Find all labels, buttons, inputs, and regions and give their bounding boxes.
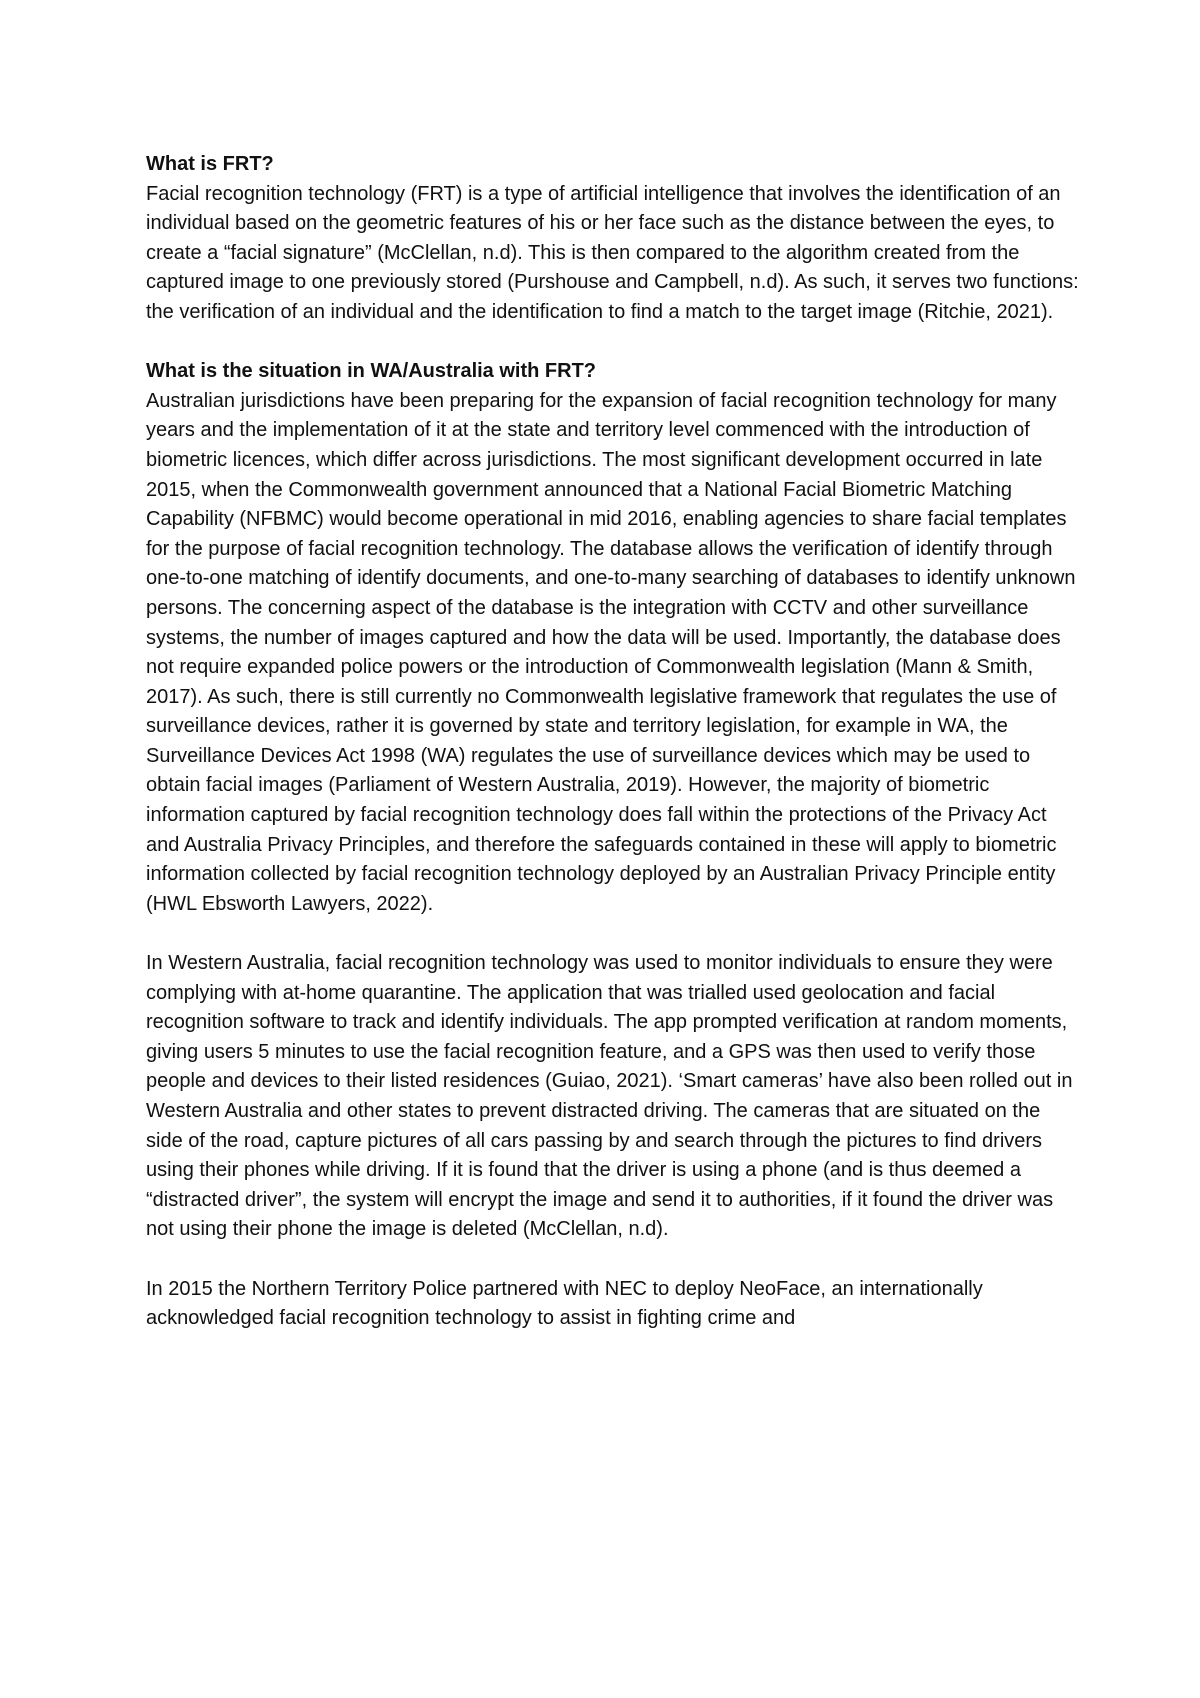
document-body [146, 150, 1081, 1363]
section-heading: What is the situation in WA/Australia with FRT? [146, 360, 596, 383]
section-wa-australia-situation [146, 357, 1081, 1334]
section-what-is-frt [146, 150, 1081, 328]
paragraph: In 2015 the Northern Territory Police partnered with NEC to deploy NeoFace, an internationally acknowledged facial recognition technology to assist in fighting crime and [146, 1277, 983, 1330]
paragraph: In Western Australia, facial recognition technology was used to monitor individuals to ensure they were complying with at-home quarantine. The application that was trialled used geolocation and facial recognition software to track and identify individuals. The app prompted verification at random moments, giving users 5 minutes to use the facial recognition feature, and a GPS was then used to verify those people and devices to their listed residences (Guiao, 2021). ‘Smart cameras’ have also been rolled out in Western Australia and other states to prevent distracted driving. The cameras that are situated on the side of the road, capture pictures of all cars passing by and search through the pictures to find drivers using their phones while driving. If it is found that the driver is using a phone (and is thus deemed a “distracted driver”, the system will encrypt the image and send it to authorities, if it found the driver was not using their phone the image is deleted (McClellan, n.d). [146, 952, 1073, 1241]
paragraph: Australian jurisdictions have been preparing for the expansion of facial recognition technology for many years and the implementation of it at the state and territory level commenced with the introduction of biometric licences, which differ across jurisdictions. The most significant development occurred in late 2015, when the Commonwealth government announced that a National Facial Biometric Matching Capability (NFBMC) would become operational in mid 2016, enabling agencies to share facial templates for the purpose of facial recognition technology. The database allows the verification of identify through one-to-one matching of identify documents, and one-to-many searching of databases to identify unknown persons. The concerning aspect of the database is the integration with CCTV and other surveillance systems, the number of images captured and how the data will be used. Importantly, the database does not require expanded police powers or the introduction of Commonwealth legislation (Mann & Smith, 2017). As such, there is still currently no Commonwealth legislative framework that regulates the use of surveillance devices, rather it is governed by state and territory legislation, for example in WA, the Surveillance Devices Act 1998 (WA) regulates the use of surveillance devices which may be used to obtain facial images (Parliament of Western Australia, 2019). However, the majority of biometric information captured by facial recognition technology does fall within the protections of the Privacy Act and Australia Privacy Principles, and therefore the safeguards contained in these will apply to biometric information collected by facial recognition technology deployed by an Australian Privacy Principle entity (HWL Ebsworth Lawyers, 2022). [146, 389, 1076, 915]
paragraph: Facial recognition technology (FRT) is a type of artificial intelligence that involves the identification of an individual based on the geometric features of his or her face such as the distance between the eyes, to create a “facial signature” (McClellan, n.d). This is then compared to the algorithm created from the captured image to one previously stored (Purshouse and Campbell, n.d). As such, it serves two functions: the verification of an individual and the identification to find a match to the target image (Ritchie, 2021). [146, 182, 1079, 323]
section-heading: What is FRT? [146, 153, 274, 175]
